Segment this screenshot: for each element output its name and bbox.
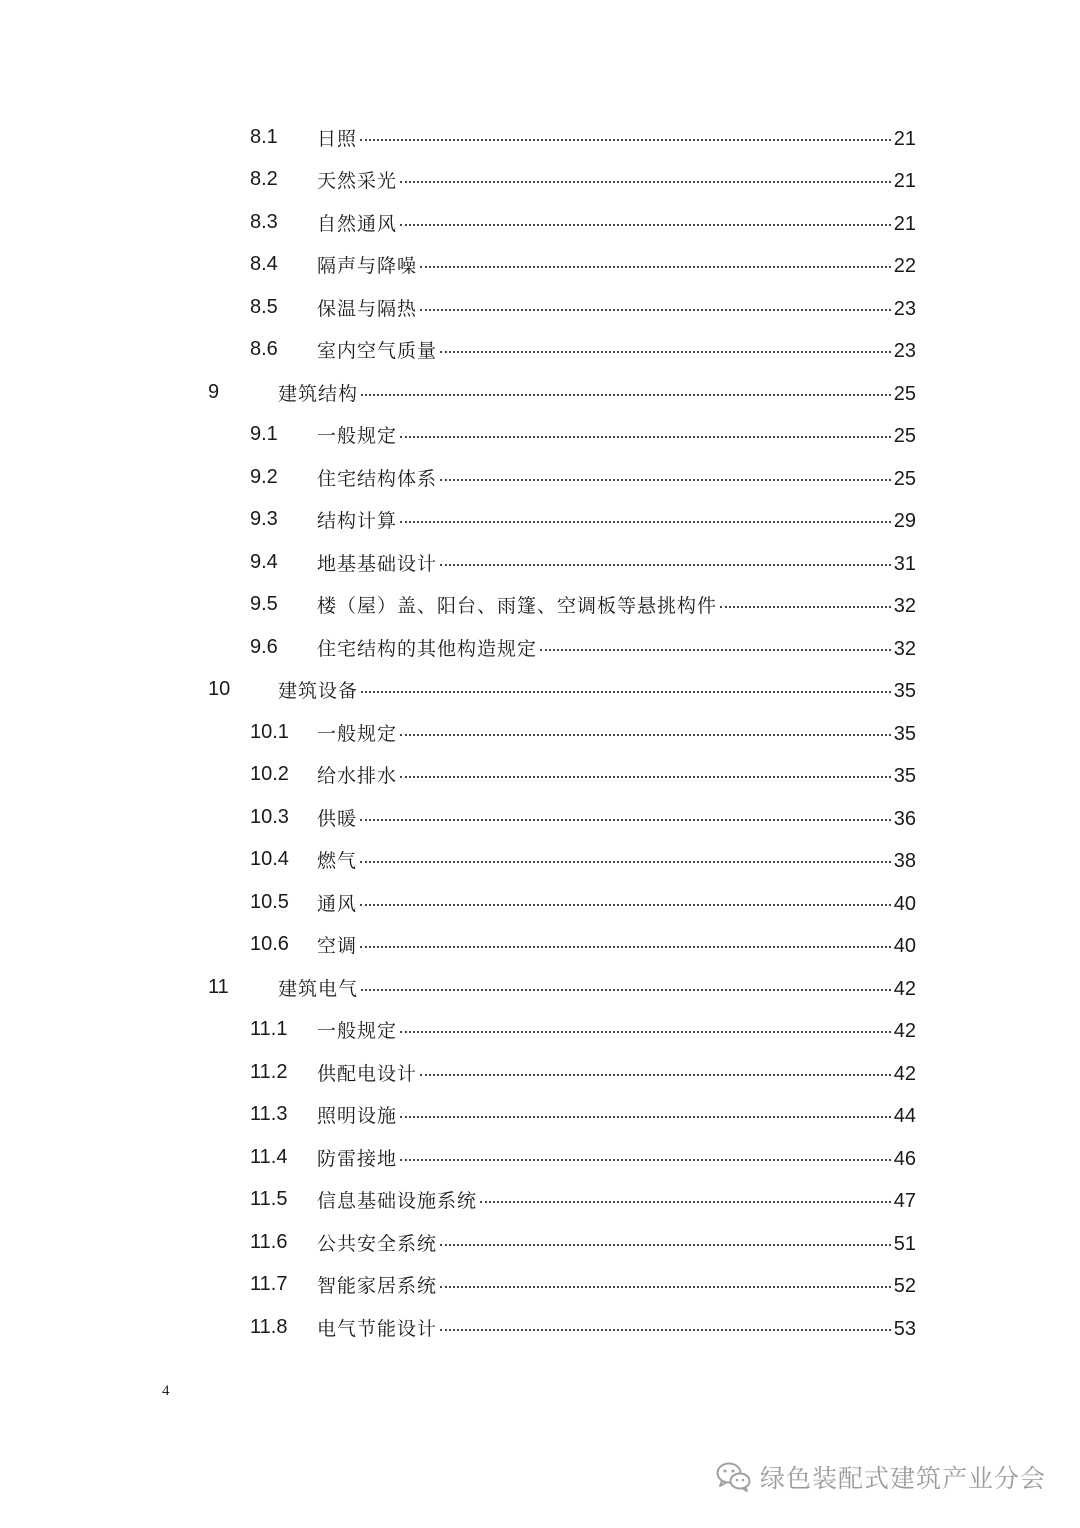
- toc-entry-page: 42: [893, 1062, 916, 1085]
- toc-entry-title: 通风: [317, 892, 358, 915]
- toc-entry-page: 40: [893, 935, 916, 958]
- toc-dot-leader: [400, 1031, 891, 1033]
- toc-entry-title: 空调: [317, 935, 358, 958]
- toc-section-row[interactable]: [0, 924, 1080, 967]
- toc-entry-number: 8.6: [250, 338, 278, 361]
- toc-entry-line: [317, 846, 916, 873]
- toc-entry-number: 9.3: [250, 508, 278, 531]
- toc-dot-leader: [360, 904, 891, 906]
- toc-entry-number: 11.1: [250, 1018, 288, 1041]
- toc-entry-line: [317, 719, 916, 746]
- toc-entry-title: 公共安全系统: [317, 1232, 438, 1255]
- toc-entry-number: 10.3: [250, 805, 289, 828]
- toc-entry-number: 11.4: [250, 1145, 288, 1168]
- toc-entry-line: [317, 506, 916, 533]
- toc-dot-leader: [400, 224, 891, 226]
- toc-entry-title: 一般规定: [317, 425, 398, 448]
- toc-entry-number: 11.2: [250, 1060, 288, 1083]
- toc-entry-line: [317, 804, 916, 831]
- toc-dot-leader: [400, 1116, 891, 1118]
- toc-entry-title: 信息基础设施系统: [317, 1190, 478, 1213]
- toc-entry-line: [317, 761, 916, 788]
- toc-section-row[interactable]: [0, 116, 1080, 159]
- toc-entry-line: [317, 421, 916, 448]
- toc-dot-leader: [480, 1201, 891, 1203]
- toc-entry-title: 建筑结构: [278, 382, 359, 405]
- toc-entry-number: 8.2: [250, 168, 278, 191]
- toc-entry-line: [317, 931, 916, 958]
- toc-dot-leader: [420, 1074, 891, 1076]
- toc-entry-page: 53: [893, 1317, 916, 1340]
- toc-entry-page: 42: [893, 1020, 916, 1043]
- toc-entry-title: 建筑电气: [278, 977, 359, 1000]
- watermark: [716, 1459, 1046, 1495]
- toc-section-row[interactable]: [0, 1179, 1080, 1222]
- toc-section-row[interactable]: [0, 584, 1080, 627]
- table-of-contents: [0, 116, 1080, 1349]
- toc-entry-page: 25: [893, 467, 916, 490]
- toc-entry-page: 47: [893, 1190, 916, 1213]
- toc-entry-title: 自然通风: [317, 212, 398, 235]
- page-number: 4: [162, 1383, 170, 1399]
- toc-dot-leader: [440, 351, 891, 353]
- toc-entry-line: [317, 166, 916, 193]
- toc-entry-line: [317, 1271, 916, 1298]
- toc-section-row[interactable]: [0, 1051, 1080, 1094]
- toc-entry-title: 供暖: [317, 807, 358, 830]
- toc-entry-page: 29: [893, 510, 916, 533]
- toc-entry-page: 38: [893, 850, 916, 873]
- toc-entry-title: 结构计算: [317, 510, 398, 533]
- toc-entry-number: 9.6: [250, 635, 278, 658]
- toc-entry-title: 给水排水: [317, 765, 398, 788]
- toc-dot-leader: [400, 521, 891, 523]
- toc-entry-line: [317, 1101, 916, 1128]
- toc-entry-page: 21: [893, 170, 916, 193]
- toc-entry-title: 住宅结构体系: [317, 467, 438, 490]
- toc-section-row[interactable]: [0, 286, 1080, 329]
- toc-entry-title: 日照: [317, 127, 358, 150]
- toc-entry-title: 燃气: [317, 850, 358, 873]
- toc-dot-leader: [361, 691, 891, 693]
- toc-entry-number: 11.7: [250, 1273, 288, 1296]
- toc-entry-page: 21: [893, 127, 916, 150]
- toc-dot-leader: [400, 436, 891, 438]
- toc-dot-leader: [420, 309, 891, 311]
- toc-entry-number: 8.3: [250, 210, 278, 233]
- toc-section-row[interactable]: [0, 1009, 1080, 1052]
- wechat-icon: [716, 1461, 752, 1493]
- toc-dot-leader: [400, 734, 891, 736]
- toc-entry-title: 防雷接地: [317, 1147, 398, 1170]
- toc-entry-number: 10.6: [250, 933, 289, 956]
- toc-entry-line: [317, 1186, 916, 1213]
- toc-list: [0, 116, 1080, 1349]
- toc-section-row[interactable]: [0, 499, 1080, 542]
- toc-dot-leader: [440, 1329, 891, 1331]
- toc-section-row[interactable]: [0, 1306, 1080, 1349]
- toc-entry-line: [317, 634, 916, 661]
- toc-entry-line: [317, 464, 916, 491]
- toc-section-row[interactable]: [0, 711, 1080, 754]
- toc-entry-number: 9.1: [250, 423, 278, 446]
- toc-entry-line: [278, 676, 916, 703]
- toc-entry-title: 建筑设备: [278, 680, 359, 703]
- toc-section-row[interactable]: [0, 201, 1080, 244]
- toc-section-row[interactable]: [0, 159, 1080, 202]
- toc-entry-line: [317, 336, 916, 363]
- toc-entry-number: 11.5: [250, 1188, 288, 1211]
- toc-entry-title: 智能家居系统: [317, 1275, 438, 1298]
- toc-entry-title: 一般规定: [317, 1020, 398, 1043]
- toc-dot-leader: [440, 1244, 891, 1246]
- toc-entry-number: 8.4: [250, 253, 278, 276]
- toc-dot-leader: [360, 946, 891, 948]
- toc-dot-leader: [540, 649, 891, 651]
- toc-entry-title: 楼（屋）盖、阳台、雨篷、空调板等悬挑构件: [317, 595, 718, 618]
- toc-section-row[interactable]: [0, 1264, 1080, 1307]
- toc-entry-page: 46: [893, 1147, 916, 1170]
- toc-dot-leader: [360, 819, 891, 821]
- toc-entry-page: 40: [893, 892, 916, 915]
- toc-entry-line: [317, 591, 916, 618]
- toc-section-row[interactable]: [0, 244, 1080, 287]
- toc-section-row[interactable]: [0, 1136, 1080, 1179]
- toc-entry-line: [278, 379, 916, 406]
- watermark-text: 绿色装配式建筑产业分会: [759, 1464, 1046, 1493]
- toc-section-row[interactable]: [0, 329, 1080, 372]
- toc-entry-number: 11: [208, 975, 229, 998]
- toc-entry-page: 52: [893, 1275, 916, 1298]
- toc-section-row[interactable]: [0, 1221, 1080, 1264]
- toc-section-row[interactable]: [0, 541, 1080, 584]
- toc-dot-leader: [720, 606, 891, 608]
- toc-chapter-row[interactable]: [0, 966, 1080, 1009]
- toc-entry-page: 35: [893, 765, 916, 788]
- toc-dot-leader: [400, 1159, 891, 1161]
- toc-entry-line: [317, 1016, 916, 1043]
- toc-entry-title: 一般规定: [317, 722, 398, 745]
- toc-dot-leader: [440, 479, 891, 481]
- toc-entry-title: 天然采光: [317, 170, 398, 193]
- toc-entry-line: [278, 974, 916, 1001]
- toc-section-row[interactable]: [0, 881, 1080, 924]
- toc-entry-title: 保温与隔热: [317, 297, 418, 320]
- toc-entry-number: 11.8: [250, 1315, 288, 1338]
- toc-entry-line: [317, 294, 916, 321]
- toc-entry-number: 9.5: [250, 593, 278, 616]
- toc-section-row[interactable]: [0, 796, 1080, 839]
- toc-entry-page: 44: [893, 1105, 916, 1128]
- toc-dot-leader: [360, 139, 891, 141]
- toc-entry-line: [317, 209, 916, 236]
- toc-dot-leader: [361, 989, 891, 991]
- toc-entry-title: 室内空气质量: [317, 340, 438, 363]
- toc-section-row[interactable]: [0, 754, 1080, 797]
- toc-entry-page: 22: [893, 255, 916, 278]
- toc-section-row[interactable]: [0, 626, 1080, 669]
- toc-entry-page: 35: [893, 722, 916, 745]
- toc-entry-number: 9: [208, 380, 220, 403]
- toc-entry-line: [317, 1314, 916, 1341]
- toc-dot-leader: [400, 181, 891, 183]
- toc-entry-number: 11.6: [250, 1230, 288, 1253]
- toc-section-row[interactable]: [0, 1094, 1080, 1137]
- toc-entry-line: [317, 124, 916, 151]
- toc-chapter-row[interactable]: [0, 371, 1080, 414]
- toc-entry-title: 隔声与降噪: [317, 255, 418, 278]
- toc-dot-leader: [440, 564, 891, 566]
- toc-dot-leader: [361, 394, 891, 396]
- toc-entry-line: [317, 1144, 916, 1171]
- toc-entry-title: 电气节能设计: [317, 1317, 438, 1340]
- toc-entry-line: [317, 549, 916, 576]
- toc-entry-number: 10: [208, 678, 231, 701]
- toc-entry-page: 32: [893, 637, 916, 660]
- toc-entry-page: 23: [893, 340, 916, 363]
- toc-entry-page: 32: [893, 595, 916, 618]
- toc-entry-title: 照明设施: [317, 1105, 398, 1128]
- toc-entry-line: [317, 1059, 916, 1086]
- toc-entry-page: 42: [893, 977, 916, 1000]
- toc-dot-leader: [420, 266, 891, 268]
- toc-section-row[interactable]: [0, 414, 1080, 457]
- toc-entry-page: 25: [893, 382, 916, 405]
- toc-entry-title: 地基基础设计: [317, 552, 438, 575]
- toc-dot-leader: [400, 776, 891, 778]
- toc-entry-page: 36: [893, 807, 916, 830]
- toc-section-row[interactable]: [0, 456, 1080, 499]
- toc-entry-page: 35: [893, 680, 916, 703]
- toc-entry-number: 10.5: [250, 890, 289, 913]
- toc-entry-page: 51: [893, 1232, 916, 1255]
- toc-section-row[interactable]: [0, 839, 1080, 882]
- toc-entry-page: 23: [893, 297, 916, 320]
- toc-entry-number: 9.2: [250, 465, 278, 488]
- toc-dot-leader: [440, 1286, 891, 1288]
- toc-entry-page: 25: [893, 425, 916, 448]
- toc-entry-number: 11.3: [250, 1103, 288, 1126]
- toc-entry-line: [317, 889, 916, 916]
- toc-entry-number: 9.4: [250, 550, 278, 573]
- toc-entry-number: 10.4: [250, 848, 289, 871]
- toc-entry-title: 住宅结构的其他构造规定: [317, 637, 538, 660]
- toc-entry-number: 10.1: [250, 720, 289, 743]
- toc-entry-number: 8.1: [250, 125, 278, 148]
- toc-chapter-row[interactable]: [0, 669, 1080, 712]
- toc-entry-number: 10.2: [250, 763, 289, 786]
- toc-entry-page: 31: [893, 552, 916, 575]
- toc-entry-page: 21: [893, 212, 916, 235]
- toc-entry-line: [317, 1229, 916, 1256]
- toc-entry-title: 供配电设计: [317, 1062, 418, 1085]
- toc-entry-number: 8.5: [250, 295, 278, 318]
- toc-dot-leader: [360, 861, 891, 863]
- toc-entry-line: [317, 251, 916, 278]
